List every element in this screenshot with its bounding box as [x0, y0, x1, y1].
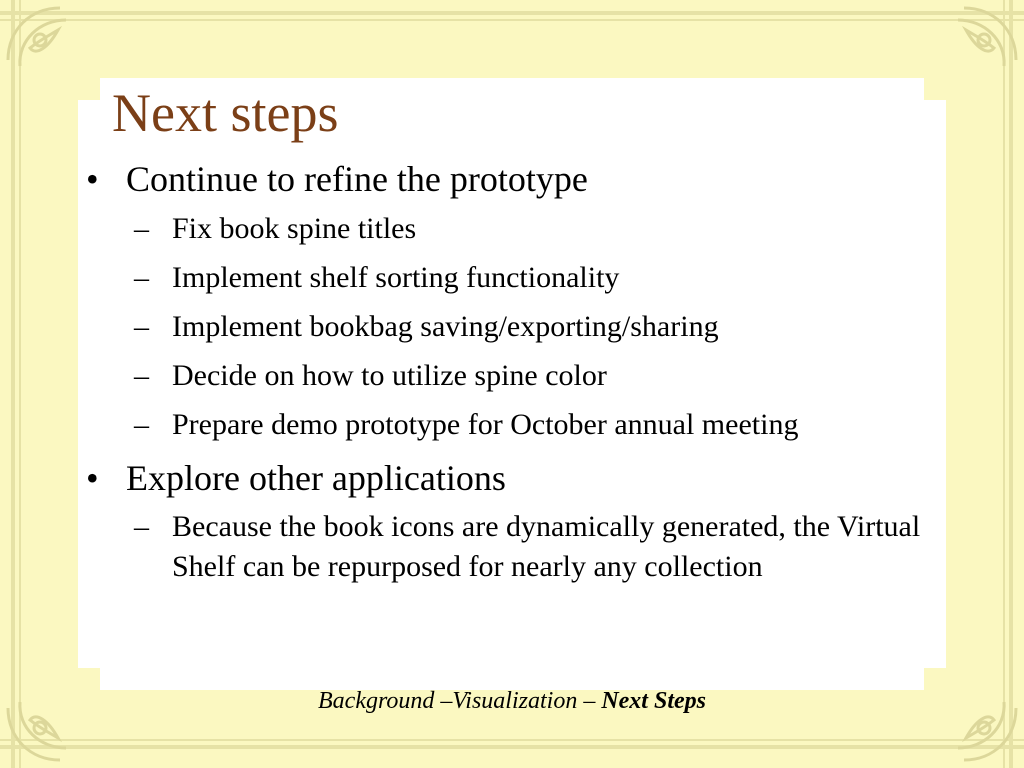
footer-current-section: Next Steps	[601, 688, 706, 714]
frame-left-line	[11, 0, 15, 768]
sub-bullet-text: Because the book icons are dynamically generated, the Virtual Shelf can be repurposed for nearly any collection	[172, 510, 921, 583]
sub-bullet-item	[126, 400, 946, 449]
sub-bullet-marker: –	[134, 359, 149, 392]
frame-bottom-line	[0, 745, 1024, 749]
sub-bullet-marker: –	[134, 310, 149, 343]
bullet-item	[86, 156, 946, 449]
corner-ornament-icon	[0, 0, 90, 90]
sub-bullet-item	[126, 253, 946, 302]
frame-right-line	[1009, 0, 1013, 768]
bullet-marker: •	[86, 159, 99, 199]
sub-bullet-marker: –	[134, 261, 149, 294]
sub-bullet-text: Implement shelf sorting functionality	[172, 261, 620, 294]
bullet-item	[86, 455, 946, 587]
sub-bullet-text: Implement bookbag saving/exporting/sharing	[172, 310, 719, 343]
sub-bullet-item	[126, 503, 946, 587]
sub-bullet-item	[126, 302, 946, 351]
frame-right-inner-line	[1003, 0, 1005, 768]
frame-left-inner-line	[19, 0, 21, 768]
sub-bullet-list	[126, 503, 946, 587]
sub-bullet-item	[126, 204, 946, 253]
sub-bullet-list	[126, 204, 946, 449]
frame-top-line	[0, 11, 1024, 15]
frame-bottom-inner-line	[0, 739, 1024, 741]
bullet-marker: •	[86, 458, 99, 498]
corner-ornament-icon	[934, 0, 1024, 90]
sub-bullet-text: Decide on how to utilize spine color	[172, 359, 607, 392]
sub-bullet-text: Prepare demo prototype for October annual meeting	[172, 408, 799, 441]
sub-bullet-text: Fix book spine titles	[172, 212, 417, 245]
sub-bullet-marker: –	[134, 510, 149, 543]
slide-footer	[0, 688, 1024, 715]
slide-title: Next steps	[112, 83, 339, 143]
frame-top-inner-line	[0, 19, 1024, 21]
sub-bullet-marker: –	[134, 408, 149, 441]
bullet-text: Continue to refine the prototype	[126, 159, 588, 199]
sub-bullet-item	[126, 351, 946, 400]
bullet-list	[86, 156, 946, 593]
bullet-text: Explore other applications	[126, 458, 506, 498]
sub-bullet-marker: –	[134, 212, 149, 245]
footer-breadcrumb: Background –Visualization –	[318, 688, 602, 714]
